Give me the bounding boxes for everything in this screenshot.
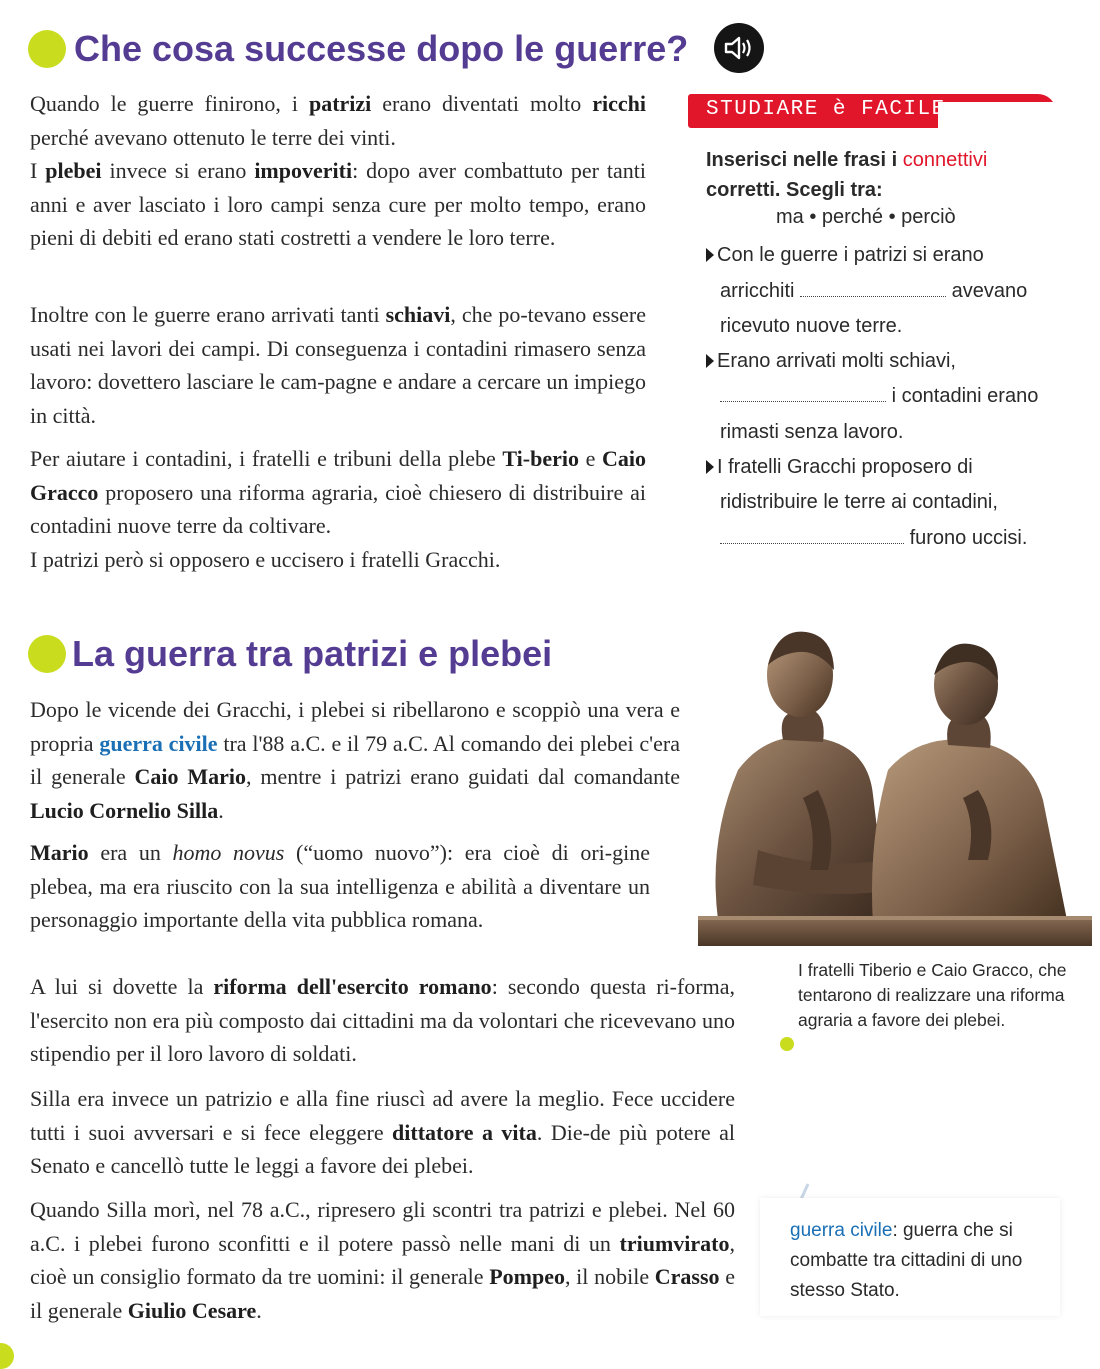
answer-blank[interactable] [720,385,886,402]
text-run: Inoltre con le guerre erano arrivati tanti [30,302,386,327]
study-instruction [706,145,1046,205]
text-block [30,836,650,937]
text-block [30,154,646,255]
paragraph [30,1193,735,1327]
instruction-text: corretti. Scegli tra: [706,179,883,201]
text-run: I patrizi però si opposero e uccisero i fratelli Gracchi. [30,546,501,572]
paragraph [30,87,646,255]
instruction-text: Inserisci nelle frasi i [706,149,903,171]
exercise-text: i contadini erano [891,385,1039,407]
exercise-text: furono uccisi. [909,527,1028,549]
bold-term: patrizi [308,91,372,116]
exercise-text: Erano arrivati molti schiavi, [717,350,956,372]
text-run: e il generale [30,1264,735,1323]
bold-term: Mario [30,840,89,865]
text-block [30,543,646,577]
text-run: Silla era invece un patrizio e alla fine riuscì ad avere la meglio. Fece uccidere tutti i suoi avversari e si fece eleggere [30,1086,735,1145]
paragraph [30,693,680,827]
exercise-line [720,280,1027,302]
text-run: , il nobile [565,1264,655,1290]
section-title-2: La guerra tra patrizi e plebei [72,633,553,674]
text-run: , mentre i patrizi erano guidati dal comandante [245,764,680,790]
italic-term: homo novus [172,840,285,865]
text-run: , cioè un consiglio formato da tre uomini: il generale [30,1230,735,1290]
exercise-line [720,385,1038,407]
instruction-highlight: connettivi [902,149,988,171]
bold-term: schiavi [385,302,451,327]
exercise-line [706,456,973,478]
text-run: : dopo aver combattuto per tanti anni e aver lasciato i loro campi senza cure per molto tempo, erano pieni di debiti ed erano stati costretti a vendere le loro terre. [30,158,647,251]
section-bullet [28,635,66,673]
bold-term: Lucio Cornelio Silla [30,797,219,823]
arrow-icon [706,460,714,474]
bold-term: riforma dell'esercito romano [213,974,492,999]
glossary-definition: : guerra che si combatte tra cittadini di uno stesso Stato. [790,1220,1023,1301]
text-run: proposero una riforma agraria, cioè chiesero di distribuire ai contadini nuove terre da coltivare. [30,479,646,539]
exercise-text: ricevuto nuove terre. [720,315,903,337]
bold-term: Ti-berio [502,446,579,471]
text-run: era un [88,840,173,865]
bold-term: triumvirato [619,1230,730,1256]
text-run: Per aiutare i contadini, i fratelli e tribuni della plebe [30,446,503,471]
text-run: (“uomo nuovo”): era cioè di ori-gine plebea, ma era riuscito con la sua intelligenza e abilità a diventare un personaggio importante della vita pubblica romana. [30,840,650,933]
bold-term: Pompeo [489,1264,565,1290]
text-run: e [579,446,603,471]
image-caption: I fratelli Tiberio e Caio Gracco, che tentarono di realizzare una riforma agraria a favore dei plebei. [798,960,1067,1030]
speaker-icon[interactable] [714,23,764,73]
text-block [30,1193,735,1327]
text-run: . [218,797,224,823]
bold-term: Giulio Cesare [127,1297,257,1323]
bold-term: Caio Gracco [30,446,647,505]
answer-blank[interactable] [720,527,904,544]
bold-term: dittatore a vita [392,1119,537,1145]
bold-term: impoveriti [254,158,353,184]
section-title-1: Che cosa successe dopo le guerre? [74,28,689,69]
glossary-text [790,1216,1060,1306]
exercise-text: I fratelli Gracchi proposero di [717,456,973,478]
study-tag [688,94,1056,128]
exercise-line [720,315,902,337]
text-run: Dopo le vicende dei Gracchi, i plebei si ribellarono e scoppiò una vera e propria [30,697,680,756]
text-run: Quando le guerre finirono, i [30,91,309,116]
exercise-text: avevano [951,280,1028,302]
bold-term: Crasso [654,1264,720,1290]
text-block [30,970,735,1071]
exercise-line [706,350,956,372]
glossary-link[interactable]: guerra civile [99,730,218,756]
arrow-icon [706,354,714,368]
text-run: A lui si dovette la [30,974,214,999]
text-run: erano diventati molto [371,91,593,116]
exercise-text: arricchiti [720,280,795,302]
text-run: Quando Silla morì, nel 78 a.C., ripresero gli scontri tra patrizi e plebei. Nel 60 a.C. i plebei furono sconfitti e il potere passò nelle mani di un [30,1197,735,1256]
caption-bullet [780,1037,794,1051]
study-tag-label: STUDIARE è FACILE [706,98,946,121]
text-run: , che po-tevano essere usati nei lavori dei campi. Di conseguenza i contadini rimasero senza lavoro: dovettero lasciare le cam-pagne e andare a cercare un impiego in città. [30,302,646,428]
exercise-text: Con le guerre i patrizi si erano [717,244,984,266]
paragraph [30,836,650,937]
text-block [30,693,680,827]
text-run: tra l'88 a.C. e il 79 a.C. Al comando dei plebei c'era il generale [30,730,680,790]
gracchi-statue [698,620,1092,950]
paragraph [30,442,646,576]
text-block [30,298,646,432]
text-block [30,1082,735,1183]
paragraph [30,1082,735,1183]
arrow-icon [706,248,714,262]
exercise-text: rimasti senza lavoro. [720,421,904,443]
exercise-line [720,421,903,443]
bold-term: ricchi [592,91,647,116]
text-block [30,87,646,154]
text-run: : secondo questa ri-forma, l'esercito non era più composto dai cittadini ma da volontari che ricevevano uno stipendio per il loro lavoro di soldati. [30,974,735,1067]
exercise-line [706,244,984,266]
text-run: . Die-de più potere al Senato e cancellò tutte le leggi a favore dei plebei. [30,1119,735,1179]
exercise-line [720,527,1027,549]
bold-term: plebei [45,158,102,184]
text-run: . [256,1297,262,1323]
section-bullet [28,30,66,68]
paragraph [30,298,646,432]
page-corner-dot [0,1343,14,1369]
bold-term: Caio Mario [134,764,246,790]
text-run: I [30,158,46,184]
connective-options: ma • perché • perciò [776,206,956,228]
paragraph [30,970,735,1071]
text-run: invece si erano [101,158,255,184]
answer-blank[interactable] [800,280,946,297]
exercise-text: ridistribuire le terre ai contadini, [720,491,998,513]
text-run: perché avevano ottenuto le terre dei vinti. [30,124,396,150]
exercise-line [720,491,998,513]
glossary-term: guerra civile [790,1220,893,1241]
text-block [30,442,646,543]
